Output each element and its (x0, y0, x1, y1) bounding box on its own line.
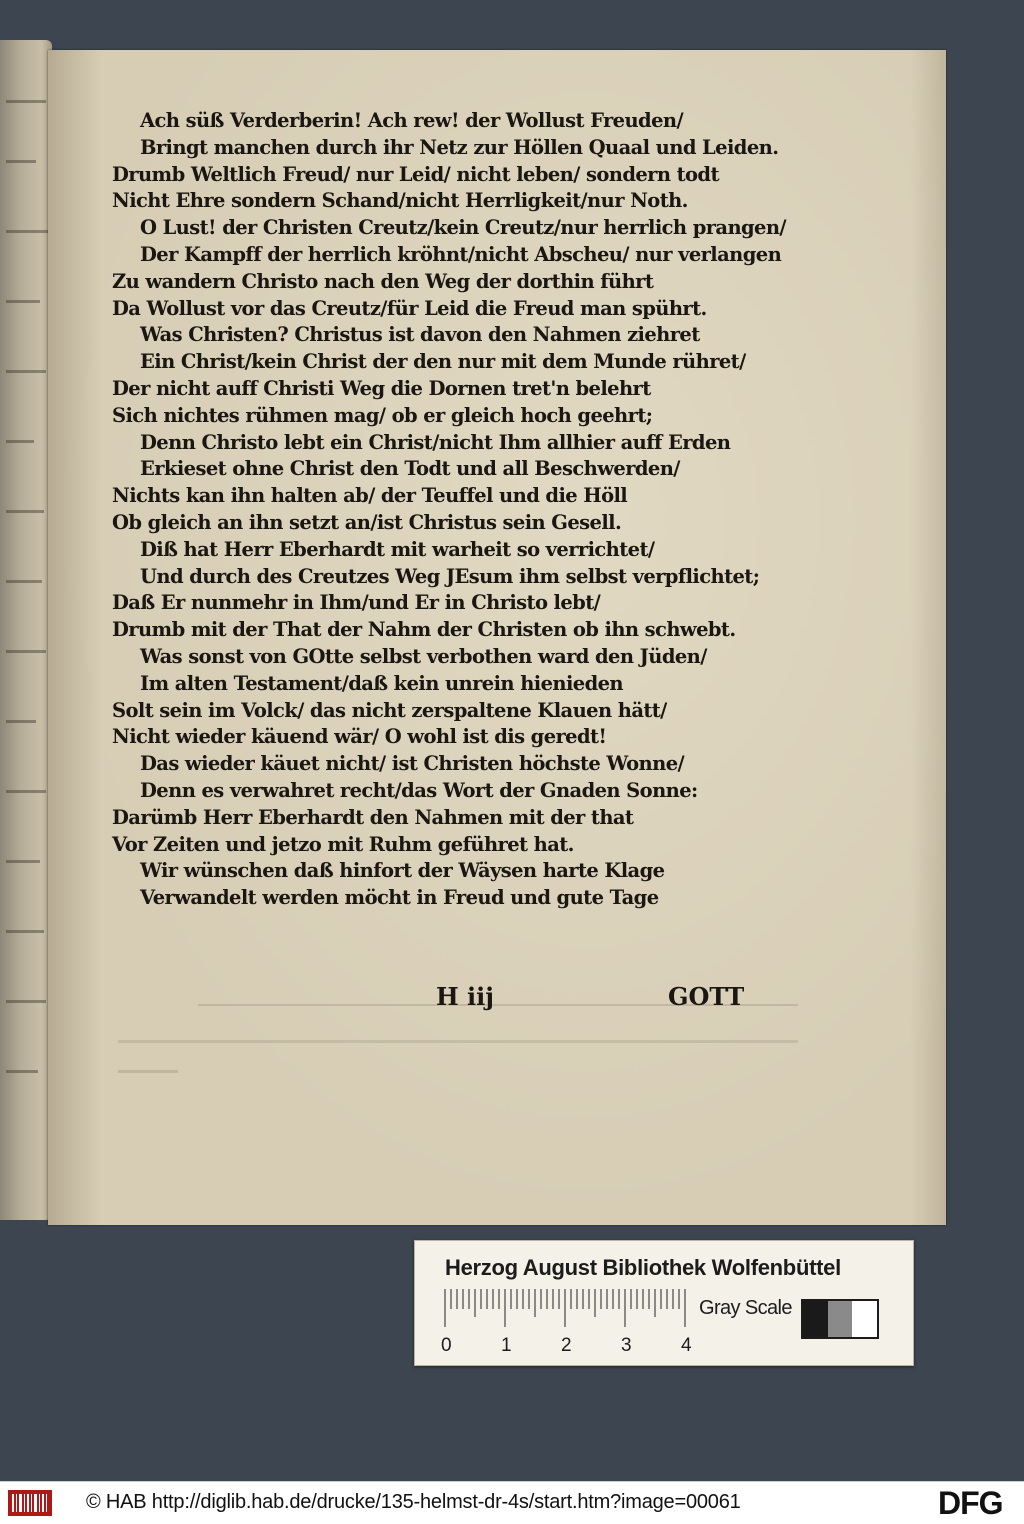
adjacent-page-edge (0, 40, 52, 1220)
poem-line: Nicht Ehre sondern Schand/nicht Herrligkeit/nur Noth. (112, 189, 688, 213)
poem-line: Diß hat Herr Eberhardt mit warheit so verrichtet/ (140, 537, 655, 561)
gray-scale-label: Gray Scale (699, 1297, 792, 1319)
catchword: GOTT (668, 982, 745, 1011)
poem-line: Und durch des Creutzes Weg JEsum ihm selbst verpflichtet; (140, 564, 760, 588)
poem-line: Erkieset ohne Christ den Todt und all Beschwerden/ (140, 457, 680, 481)
ruler-number: 3 (621, 1335, 632, 1356)
poem-line: Der Kampff der herrlich kröhnt/nicht Abscheu/ nur verlangen (140, 242, 782, 266)
signature-mark: H iij (436, 982, 494, 1011)
bleed-through-text (118, 1050, 178, 1073)
poem-line: Solt sein im Volck/ das nicht zerspaltene Klauen hätt/ (112, 698, 667, 722)
viewer-footer (0, 1481, 1024, 1524)
poem-line: Ach süß Verderberin! Ach rew! der Wollust Freuden/ (140, 109, 683, 132)
poem-line: Drumb Weltlich Freud/ nur Leid/ nicht leben/ sondern todt (112, 162, 719, 186)
poem-line: Verwandelt werden möcht in Freud und gute Tage (140, 886, 659, 910)
poem-line: Wir wünschen daß hinfort der Wäysen harte Klage (140, 859, 665, 883)
poem-line: Da Wollust vor das Creutz/für Leid die Freud man spührt. (112, 296, 707, 320)
poem-line: Drumb mit der That der Nahm der Christen ob ihn schwebt. (112, 618, 736, 642)
ruler-number: 2 (561, 1335, 572, 1356)
ruler-number: 1 (501, 1335, 512, 1356)
poem-line: Das wieder käuet nicht/ ist Christen höchste Wonne/ (140, 752, 685, 776)
poem-line: Ein Christ/kein Christ der den nur mit dem Munde rühret/ (140, 350, 746, 374)
color-calibration-card (414, 1240, 914, 1366)
poem-line: Was Christen? Christus ist davon den Nahmen ziehret (140, 323, 700, 347)
poem-line: Im alten Testament/daß kein unrein hienieden (140, 671, 623, 695)
gray-swatch (828, 1301, 853, 1337)
poem-line: Ob gleich an ihn setzt an/ist Christus sein Gesell. (112, 510, 622, 534)
poem-line: O Lust! der Christen Creutz/kein Creutz/nur herrlich prangen/ (140, 216, 786, 240)
poem-line: Bringt manchen durch ihr Netz zur Höllen Quaal und Leiden. (140, 135, 779, 159)
poem-line: Was sonst von GOtte selbst verbothen ward den Jüden/ (140, 644, 707, 668)
source-url[interactable]: © HAB http://diglib.hab.de/drucke/135-helmst-dr-4s/start.htm?image=00061 (86, 1491, 741, 1513)
poem-line: Nicht wieder käuend wär/ O wohl ist dis geredt! (112, 725, 607, 749)
ruler-number: 0 (441, 1335, 452, 1356)
poem-line: Der nicht auff Christi Weg die Dornen tret'n belehrt (112, 376, 651, 400)
poem-line: Denn es verwahret recht/das Wort der Gnaden Sonne: (140, 778, 698, 802)
ruler-numbers (437, 1335, 707, 1359)
ruler-number: 4 (681, 1335, 692, 1356)
poem-line: Zu wandern Christo nach den Weg der dorthin führt (112, 269, 654, 293)
gray-swatch (803, 1301, 828, 1337)
library-name: Herzog August Bibliothek Wolfenbüttel (445, 1255, 841, 1280)
gray-swatch (852, 1301, 877, 1337)
bleed-through-text (118, 1010, 798, 1043)
poem-text (112, 108, 832, 912)
poem-line: Sich nichtes rühmen mag/ ob er gleich hoch geehrt; (112, 403, 653, 427)
poem-line: Vor Zeiten und jetzo mit Ruhm geführet hat. (112, 832, 574, 856)
barcode-icon (8, 1490, 52, 1516)
dfg-logo: DFG (938, 1485, 1003, 1521)
poem-line: Darümb Herr Eberhardt den Nahmen mit der that (112, 805, 634, 829)
poem-line: Denn Christo lebt ein Christ/nicht Ihm allhier auff Erden (140, 430, 731, 454)
poem-line: Nichts kan ihn halten ab/ der Teuffel und die Höll (112, 484, 628, 508)
measurement-ruler (443, 1289, 689, 1329)
gray-scale-swatches (801, 1299, 879, 1339)
poem-line: Daß Er nunmehr in Ihm/und Er in Christo lebt/ (112, 591, 601, 615)
